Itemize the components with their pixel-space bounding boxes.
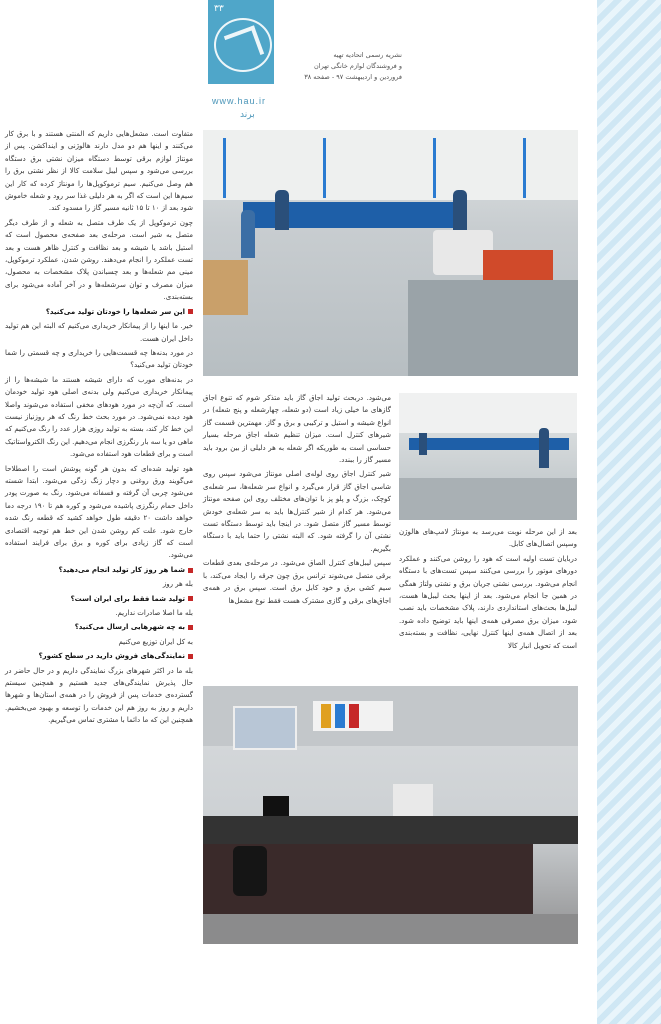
paragraph: چون ترموکوپل از یک طرف متصل به شعله و از طرف دیگر متصل به شیر است. مرحله‌ی بعد صفحه‌ی محصول است که استیل باشد یا شیشه و بعد نظافت و کنترل ظاهر هست و بعد تست عملکرد را انجام می‌دهند. روشن شدن، عملکرد ترموکوپل، مینی مم شعله‌ها و بعد چسباندن پلاک مشخصات به محصول، میزان مصرف و توان سرشعله‌ها و در آخر آماده می‌شود برای بسته‌بندی.: [5, 218, 193, 302]
paragraph: متفاوت است. مشعل‌هایی داریم که المنتی هستند و با برق کار می‌کنند و اینها هم دو مدل دارند هالوژنی و اینداکشن. پس از مونتاژ لوازم برقی توسط دستگاه میزان نشتی برق دستگاه بررسی می‌شود و سپس لیبل سلامت کالا از نظر نشتی برق را هم وصل می‌کنیم. سیم ترموکوپل‌ها را مونتاژ کرده که کار این سیم‌ها این است که اگر به هر دلیلی غذا سر رود و شعله خاموش شود بعد از ۱۰ تا ۱۵ ثانیه مسیر گاز را مسدود کند.: [5, 130, 193, 213]
question: به چه شهرهایی ارسال می‌کنید؟: [5, 621, 193, 633]
answer: بله ما اصلا صادرات نداریم.: [115, 609, 193, 618]
question: این سر شعله‌ها را خودتان تولید می‌کنید؟: [5, 306, 193, 318]
header-line: فروردین و اردیبهشت ۹۷ - صفحه ۳۸: [304, 73, 402, 81]
paragraph: شیر کنترل اجاق روی لوله‌ی اصلی مونتاژ می‌شود سپس روی شاسی اجاق گاز قرار می‌گیرد و انواع سر شعله‌ها، سر شعله‌ی کوچک، بزرگ و پلو پز با توان‌های مختلف روی این صفحه مونتاژ می‌شود. هر کدام از شیر کنترل‌ها باید به سر شعله‌ی خودش توسط مسیر گاز متصل شود. در اینجا باید توسط دستگاه تست نشتی آن را گرفته شود. که البته نشتی را حتما باید با دستگاه بگیریم.: [203, 470, 391, 553]
paragraph: بعد از این مرحله نوبت می‌رسد به مونتاژ لامپ‌های هالوژن وسپس اتصال‌های کابل.: [399, 528, 577, 549]
paragraph: سپس لیبل‌های کنترل الصاق می‌شود. در مرحله‌ی بعدی قطعات برقی متصل می‌شوند ترانس برق چون جرقه را ایجاد می‌کند، با سیم کشی برق و خود کابل برق است. سپس برق در همه‌ی اجاق‌های برقی و گازی مشترک هست فقط نوع مشعل‌ها: [203, 559, 391, 605]
question: شما هر روز کار تولید انجام می‌دهید؟: [5, 564, 193, 576]
middle-column: [203, 392, 391, 609]
magazine-logo: [208, 0, 274, 84]
laboratory-photo: [203, 686, 578, 944]
assembly-line-photo: [203, 130, 578, 376]
answer: بله هر روز: [162, 580, 193, 589]
production-hall-photo: [399, 393, 577, 520]
question: تولید شما فقط برای ایران است؟: [5, 593, 193, 605]
section-label: برند: [240, 110, 255, 120]
question: نمایندگی‌های فروش دارید در سطح کشور؟: [5, 650, 193, 662]
bullet-icon: [188, 654, 193, 659]
right-column: [5, 128, 193, 729]
logo-mark-icon: [214, 18, 272, 72]
paragraph: می‌شود. دربحث تولید اجاق گاز باید متذکر شوم که تنوع اجاق گازهای ما خیلی زیاد است (دو شعله، چهارشعله و پنج شعله) در انواع شیشه و استیل و ترکیبی و برق و گاز. مهمترین قسمت گاز شیرهای کنترل است. میزان تنظیم شعله اجاق مرحله بسیار حساسی است به طوریکه اگر شعله به هر دلیلی از بین برود باید مسیر گاز را ببندد.: [203, 394, 391, 465]
bullet-icon: [188, 625, 193, 630]
issue-header: [282, 50, 402, 83]
bullet-icon: [188, 596, 193, 601]
issue-number: ۳۳: [214, 4, 224, 14]
paragraph: دربایان تست اولیه است که هود را روشن می‌کنند و عملکرد دورهای موتور را بررسی می‌کنند سپس تست‌های با دستگاه انجام می‌شود. بررسی نشتی جریان برق و نشتی ولتاژ همگی در همین جا انجام می‌شود. بعد از اینها بحث لیبل‌ها هست، لیبل‌ها بحث‌های استانداردی دارند، پلاک مشخصات باید نصب شود، میزان برق مصرفی همه‌ی اینها باید توضیح داده شود. بعد از اتصال همه‌ی اینها کنترل نهایی، نظافت و بسته‌بندی است که تحویل انبار کالا: [399, 554, 577, 650]
answer: بله ما در اکثر شهرهای بزرگ نمایندگی داریم و در حال حاضر در حال پذیرش نمایندگی‌های جدید هستیم و همچنین سیستم گسترده‌ی خدمات پس از فروش را در همه‌ی استان‌ها و شهرها داریم و روز به روز هم این خدمات را توسعه و بهبود می‌بخشیم. همچنین این که ما دائما با مشتری تماس می‌گیریم.: [5, 666, 193, 725]
bullet-icon: [188, 309, 193, 314]
bullet-icon: [188, 568, 193, 573]
paragraph: هود تولید شده‌ای که بدون هر گونه پوشش است را اصطلاحا می‌گویند ورق روغنی و دچار زنگ زدگی می‌شود. ابتدا شسته می‌شود چربی آن گرفته و فسفاته می‌شود. رنگ به صورت پودر داخل حمام رنگرزی پاشیده می‌شود و کوره هم تا ۱۹۰ درجه دما خواهد داشت ۲۰ دقیقه طول خواهد کشید که قطعه رنگ شده خارج شود. علت کم روشن شدن این خط هم توجیه اقتصادی است که گاز زیادی برای کوره و برق برای فرایند استفاده می‌شود.: [5, 464, 193, 560]
paragraph: در مورد بدنه‌ها چه قسمت‌هایی را خریداری و چه قسمتی را شما خودتان تولید می‌کنید؟: [5, 348, 193, 370]
answer: به کل ایران توزیع می‌کنیم: [118, 637, 193, 646]
header-line: نشریه رسمی اتحادیه تهیه: [333, 51, 402, 59]
bottom-right-column: [399, 526, 577, 654]
header-line: و فروشندگان لوازم خانگی تهران: [314, 62, 402, 70]
paragraph: در بدنه‌های مورب که دارای شیشه هستند ما شیشه‌ها را از پیمانکار خریداری می‌کنیم ولی بدنه‌ی اصلی هود تولید خودمان است. که آن‌چه در مورد هودهای مخفی استفاده می‌شوند واصلا هود دیده نمی‌شود. در مورد بحث خط رنگ که هر روزنیاز نیست این خط کار کند، بسته به تولید روزی هزار عدد را رنگ می‌کنیم که ماهی دو یا سه بار رنگرزی انجام می‌دهیم. این رنگ الکترواستاتیک است و برای قطعات هود استفاده می‌شود.: [5, 375, 193, 459]
site-url[interactable]: www.hau.ir: [212, 96, 267, 106]
answer: خیر. ما اینها را از پیمانکار خریداری می‌کنیم که البته این هم تولید داخل ایران هست.: [5, 322, 193, 343]
decorative-stripe: [597, 0, 661, 1024]
